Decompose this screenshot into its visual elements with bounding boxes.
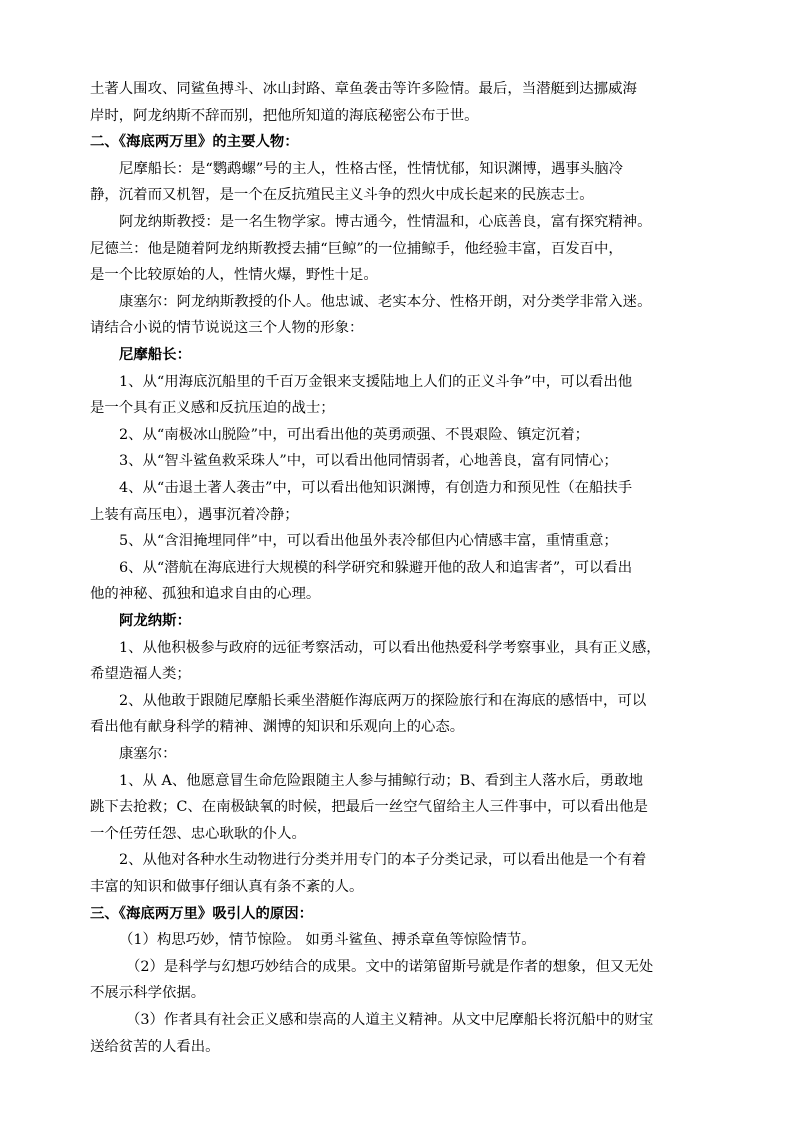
text-line: 看出他有献身科学的精神、渊博的知识和乐观向上的心态。 (90, 719, 465, 735)
text-line: 是一个具有正义感和反抗压迫的战士； (90, 400, 335, 416)
text-line: 1、从他积极参与政府的远征考察活动，可以看出他热爱科学考察事业，具有正义感， (119, 640, 661, 656)
text-line: 岸时，阿龙纳斯不辞而别，把他所知道的海底秘密公布于世。 (90, 108, 479, 124)
text-line: 2、从“南极冰山脱险”中，可出看出他的英勇顽强、不畏艰险、镇定沉着； (119, 427, 589, 443)
text-line: 上装有高压电），遇事沉着冷静； (90, 507, 299, 523)
text-line: 3、从“智斗鲨鱼救采珠人”中，可以看出他同情弱者，心地善良，富有同情心； (119, 453, 618, 469)
text-line: 6、从“潜航在海底进行大规模的科学研究和躲避开他的敌人和追害者”，可以看出 (119, 560, 633, 576)
text-line: 送给贫苦的人看出。 (90, 1039, 220, 1055)
section-heading: 二、《海底两万里》的主要人物： (90, 133, 299, 150)
text-line: 是一个比较原始的人，性情火爆，野性十足。 (90, 267, 378, 283)
subheading: 尼摩船长： (119, 346, 191, 363)
text-line: 丰富的知识和做事仔细认真有条不紊的人。 (90, 879, 364, 895)
text-line: 1、从 A、他愿意冒生命危险跟随主人参与捕鲸行动；B、看到主人落水后，勇敢地 (119, 773, 643, 789)
text-line: （1）构思巧妙，情节惊险。 如勇斗鲨鱼、搏杀章鱼等惊险情节。 (119, 932, 536, 948)
subheading: 阿龙纳斯： (119, 612, 191, 629)
text-line: 请结合小说的情节说说这三个人物的形象： (90, 320, 364, 336)
text-line: 跳下去抢救；C、在南极缺氧的时候，把最后一丝空气留给主人三件事中，可以看出他是 (90, 799, 648, 815)
section-heading: 三、《海底两万里》吸引人的原因： (90, 905, 314, 922)
text-line: 一个任劳任怨、忠心耿耿的仆人。 (90, 826, 306, 842)
subheading: 康塞尔： (119, 746, 177, 762)
text-line: 他的神秘、孤独和追求自由的心理。 (90, 586, 321, 602)
text-line: 尼摩船长：是“鹦鹉螺”号的主人，性格古怪，性情忧郁，知识渊博，遇事头脑冷 (119, 161, 623, 177)
text-line: 2、从他敢于跟随尼摩船长乘坐潜艇作海底两万的探险旅行和在海底的感悟中，可以 (119, 693, 647, 709)
text-line: 不展示科学依据。 (90, 985, 206, 1001)
text-line: （2）是科学与幻想巧妙结合的成果。文中的诺第留斯号就是作者的想象，但又无处 (126, 959, 654, 975)
text-line: 5、从“含泪掩埋同伴”中，可以看出他虽外表冷郁但内心情感丰富，重情重意； (119, 533, 618, 549)
text-line: 4、从“击退土著人袭击”中，可以看出他知识渊博，有创造力和预见性（在船扶手 (119, 480, 633, 496)
text-line: 1、从“用海底沉船里的千百万金银来支援陆地上人们的正义斗争”中，可以看出他 (119, 374, 633, 390)
text-line: 康塞尔：阿龙纳斯教授的仆人。他忠诚、老实本分、性格开朗，对分类学非常入迷。 (119, 294, 652, 310)
text-line: 尼德兰：他是随着阿龙纳斯教授去捕“巨鲸”的一位捕鲸手，他经验丰富，百发百中， (90, 241, 623, 257)
text-line: 希望造福人类； (90, 666, 191, 682)
text-line: 静，沉着而又机智，是一个在反抗殖民主义斗争的烈火中成长起来的民族志士。 (90, 187, 594, 203)
text-line: 阿龙纳斯教授：是一名生物学家。博古通今，性情温和，心底善良，富有探究精神。 (119, 214, 652, 230)
text-line: （3）作者具有社会正义感和崇高的人道主义精神。从文中尼摩船长将沉船中的财宝 (126, 1012, 654, 1028)
text-line: 2、从他对各种水生动物进行分类并用专门的本子分类记录，可以看出他是一个有着 (119, 852, 647, 868)
text-line: 土著人围攻、同鲨鱼搏斗、冰山封路、章鱼袭击等许多险情。最后，当潜艇到达挪威海 (90, 81, 637, 97)
